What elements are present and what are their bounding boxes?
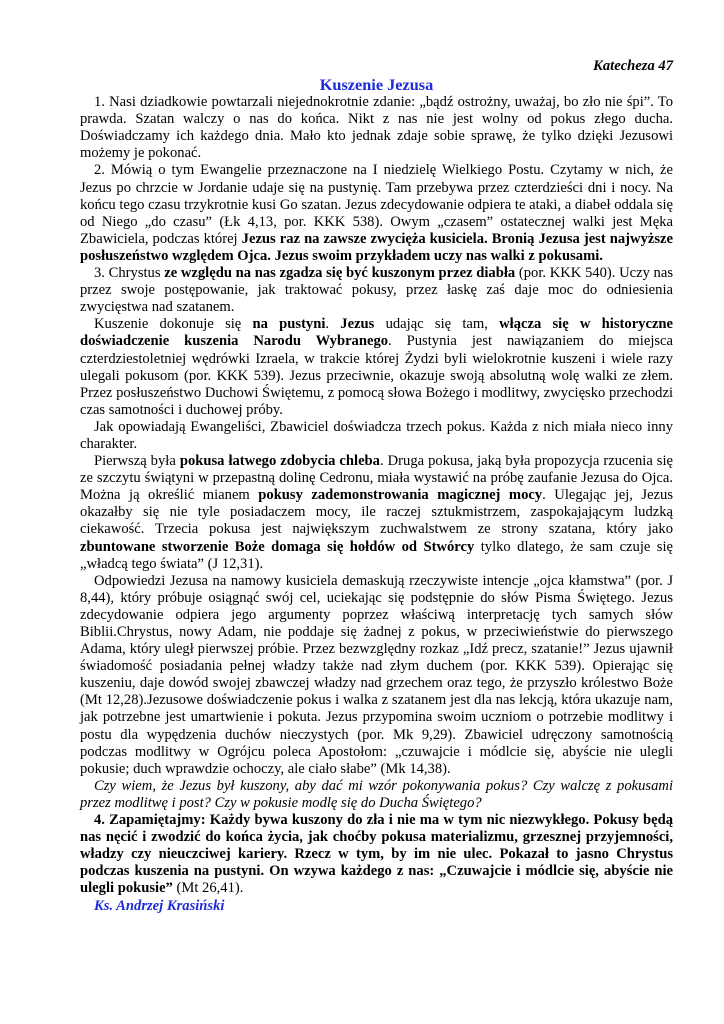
paragraph-6-text-a: Pierwszą była xyxy=(94,453,180,470)
paragraph-7-text: Odpowiedzi Jezusa na namowy kusiciela demaskują rzeczywiste intencje „ojca kłamstwa” (por. J 8,44), który próbuje osiągnąć swój cel, uciekając się podstępnie do słów Pisma Świętego. Jezus zdecydowanie odpiera jego argumenty poprzez właściwą interpretację tych samych słów Biblii.Chrystus, nowy Adam, nie poddaje się żadnej z pokus, w przeciwieństwie do pierwszego Adama, który uległ pierwszej próbie. Przez bezwzględny rozkaz „Idź precz, szatanie!” Jezus ujawnił świadomość posiadania pełnej władzy także nad złym duchem (por. KKK 539). Opierając się kuszeniu, daje dowód swojej zbawczej władzy nad grzechem oraz tego, że przyszło królestwo Boże (Mt 12,28).Jezusowe doświadczenie pokus i walka z szatanem jest dla nas lekcją, która ukazuje nam, jak potrzebne jest umartwienie i pokuta. Jezus przypomina swoim uczniom o potrzebie modlitwy i postu dla wypędzenia duchów nieczystych (por. Mk 9,29). Zbawiciel udręczony samotnością podczas modlitwy w Ogrójcu poleca Apostołom: „czuwajcie i módlcie się, abyście nie ulegli pokusie; duch wprawdzie ochoczy, ale ciało słabe” (Mk 14,38). xyxy=(80,572,673,777)
paragraph-summary-bold: 4. Zapamiętajmy: Każdy bywa kuszony do zła i nie ma w tym nic niezwykłego. Pokusy będą nas nęcić i zwodzić do końca życia, jak choćby pokusa materializmu, grzesznej przyjemności, władzy czy nieuczciwej kariery. Rzecz w tym, by im nie ulec. Pokazał to jasno Chrystus podczas kuszenia na pustyni. On wzywa każdego z nas: „Czuwajcie i módlcie się, abyście nie ulegli pokusie” xyxy=(80,812,673,897)
paragraph-summary xyxy=(80,812,673,897)
paragraph-4-text-c: . xyxy=(325,316,341,333)
paragraph-6-text-c: . Druga pokusa, jaką była propozycja rzucenia się ze szczytu świątyni w przepastną dolinę Cedronu, miała wystawić na próbę zaufanie Jezusa do Ojca. Można ją określić mianem xyxy=(80,453,674,504)
paragraph-4-bold-f: włącza się w historyczne doświadczenie kuszenia Narodu Wybranego xyxy=(80,316,674,350)
paragraph-2 xyxy=(80,162,673,265)
paragraph-1-text: 1. Nasi dziadkowie powtarzali niejednokrotnie zdanie: „bądź ostrożny, uważaj, bo zło nie śpi”. To prawda. Szatan walczy o nas do końca. Nikt z nas nie jest wolny od pokus złego ducha. Doświadczamy ich każdego dnia. Mało kto jednak zdaje sobie sprawę, że tylko dzięki Jezusowi możemy je pokonać. xyxy=(80,94,673,162)
paragraph-3-text-c: (por. KKK 540). Uczy nas przez swoje postępowanie, jak traktować pokusy, przez łaskę zaś daje moc do odniesienia zwycięstwa nad szatanem. xyxy=(80,265,674,316)
paragraph-2-text: 2. Mówią o tym Ewangelie przeznaczone na I niedzielę Wielkiego Postu. Czytamy w nich, że Jezus po chrzcie w Jordanie udaje się na pustynię. Tam przebywa przez czterdzieści dni i nocy. Na końcu tego czasu trzykrotnie kusi Go szatan. Jezus zdecydowanie odpiera te ataki, a diabeł oddala się od Niego „do czasu” (Łk 4,13, por. KKK 538). Owym „czasem” ostatecznej walki jest Męka Zbawiciela, podczas której xyxy=(80,162,673,247)
paragraph-6 xyxy=(80,453,673,573)
paragraph-1 xyxy=(80,94,673,162)
catechesis-number: Katecheza 47 xyxy=(593,58,673,74)
paragraph-4-text-a: Kuszenie dokonuje się xyxy=(94,316,253,333)
author-signature: Ks. Andrzej Krasiński xyxy=(94,897,225,914)
paragraph-7 xyxy=(80,573,673,778)
paragraph-3-text-a: 3. Chrystus xyxy=(94,265,165,282)
paragraph-4-bold-d: Jezus xyxy=(340,316,375,333)
reflection-questions xyxy=(80,778,673,812)
paragraph-3 xyxy=(80,265,673,316)
paragraph-3-bold: ze względu na nas zgadza się być kuszonym przez diabła xyxy=(164,265,516,282)
paragraph-4-text-e: udając się tam, xyxy=(374,316,500,333)
paragraph-6-bold-b: pokusa łatwego zdobycia chleba xyxy=(179,453,380,470)
page-title: Kuszenie Jezusa xyxy=(319,75,434,95)
document-page xyxy=(80,58,673,915)
paragraph-4-text-g: . Pustynia jest nawiązaniem do miejsca czterdziestoletniej wędrówki Izraela, w trakcie której Żydzi byli wielokrotnie kuszeni i wiele razy ulegali pokusom (por. KKK 539). Jezus przeciwnie, okazuje swoją absolutną wolę walki ze złem. Przez posłuszeństwo Duchowi Świętemu, z pomocą słowa Bożego i modlitwy, zwycięsko przechodzi czas samotności i duchowej próby. xyxy=(80,333,674,418)
paragraph-4 xyxy=(80,316,673,419)
paragraph-6-bold-d: pokusy zademonstrowania magicznej mocy xyxy=(258,487,543,504)
paragraph-2-bold: Jezus raz na zawsze zwycięża kusiciela. Bronią Jezusa jest najwyższe posłuszeństwo względem Ojca. Jezus swoim przykładem uczy nas walki z pokusami. xyxy=(80,230,673,264)
paragraph-5 xyxy=(80,419,673,453)
paragraph-6-text-g: tylko dlatego, że sam czuje się „władcą tego świata” (J 12,31). xyxy=(80,538,674,572)
paragraph-summary-ref: (Mt 26,41). xyxy=(172,880,244,897)
paragraph-4-bold-b: na pustyni xyxy=(252,316,326,333)
paragraph-5-text: Jak opowiadają Ewangeliści, Zbawiciel doświadcza trzech pokus. Każda z nich miała nieco inny charakter. xyxy=(80,418,673,452)
paragraph-6-bold-f: zbuntowane stworzenie Boże domaga się hołdów od Stwórcy xyxy=(80,538,475,555)
paragraph-6-text-e: . Ulegając jej, Jezus okazałby się nie tyle posiadaczem mocy, ile raczej sztukmistrzem, zaspokajającym ludzką ciekawość. Trzecia pokusa jest największym zuchwalstwem ze strony szatana, który jako xyxy=(80,487,674,538)
reflection-questions-text: Czy wiem, że Jezus był kuszony, aby dać mi wzór pokonywania pokus? Czy walczę z pokusami przez modlitwę i post? Czy w pokusie modlę się do Ducha Świętego? xyxy=(80,777,673,811)
